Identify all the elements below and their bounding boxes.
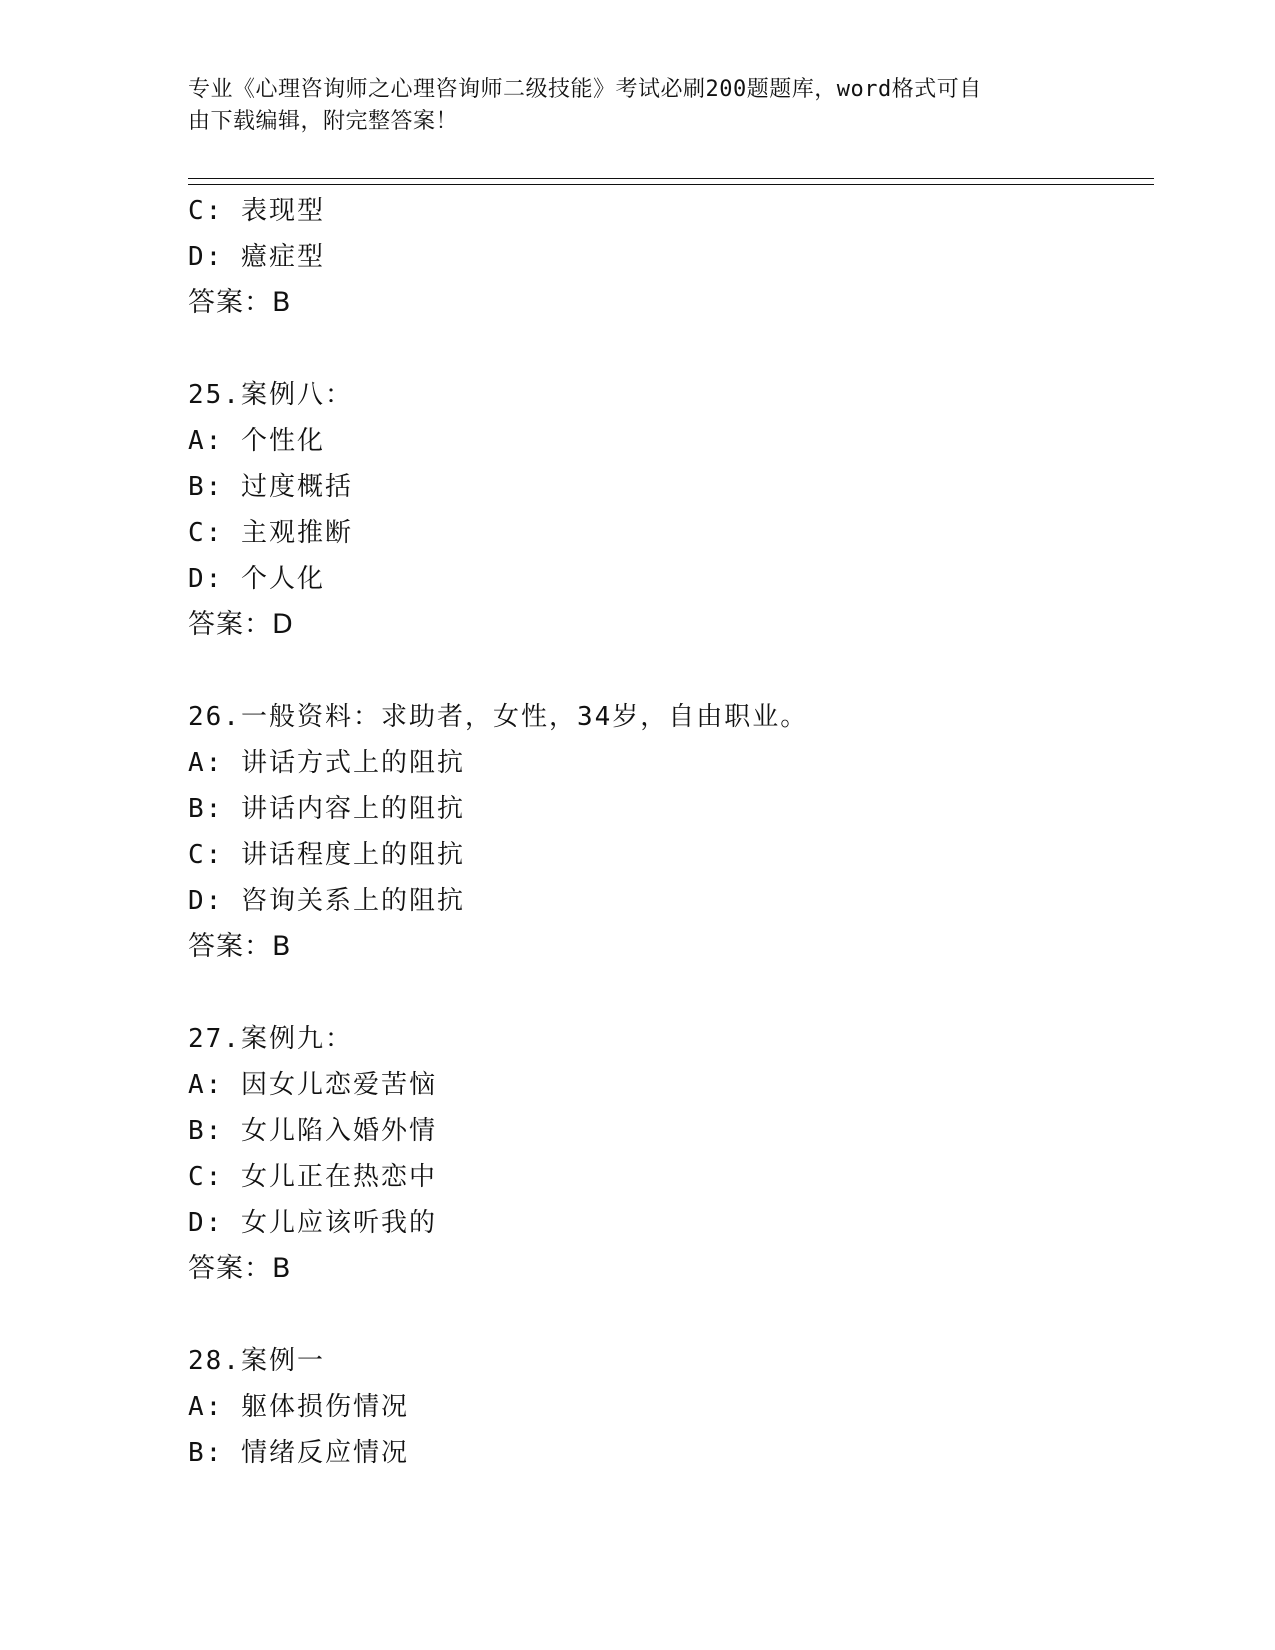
header-divider [188,178,1154,185]
question-stem: 27.案例九： [188,1024,353,1054]
option-d: D: 癔症型 [188,242,325,272]
header-line-2: 由下载编辑，附完整答案！ [188,109,459,134]
option-c: C: 女儿正在热恋中 [188,1162,437,1192]
option-c: C: 主观推断 [188,518,353,548]
question-25 [188,372,1148,648]
question-list [188,188,1148,1476]
option-a: A: 躯体损伤情况 [188,1392,409,1422]
answer-line: 答案：B [188,287,292,318]
spacer [188,326,1148,372]
option-d: D: 咨询关系上的阻抗 [188,886,465,916]
spacer [188,1292,1148,1338]
header-line-1: 专业《心理咨询师之心理咨询师二级技能》考试必刷200题题库，word格式可自 [188,77,982,102]
question-stem: 28.案例一 [188,1346,325,1376]
option-b: B: 情绪反应情况 [188,1438,409,1468]
question-stem: 26.一般资料：求助者，女性，34岁，自由职业。 [188,702,809,732]
question-24-tail [188,188,1148,326]
option-c: C: 表现型 [188,196,325,226]
question-26 [188,694,1148,970]
answer-line: 答案：D [188,609,294,640]
option-d: D: 个人化 [188,564,325,594]
option-b: B: 过度概括 [188,472,353,502]
question-28 [188,1338,1148,1476]
spacer [188,970,1148,1016]
option-a: A: 因女儿恋爱苦恼 [188,1070,437,1100]
document-header [188,74,1068,138]
question-27 [188,1016,1148,1292]
option-b: B: 女儿陷入婚外情 [188,1116,437,1146]
answer-line: 答案：B [188,1253,292,1284]
option-b: B: 讲话内容上的阻抗 [188,794,465,824]
spacer [188,648,1148,694]
option-a: A: 个性化 [188,426,325,456]
option-d: D: 女儿应该听我的 [188,1208,437,1238]
question-stem: 25.案例八： [188,380,353,410]
option-c: C: 讲话程度上的阻抗 [188,840,465,870]
option-a: A: 讲话方式上的阻抗 [188,748,465,778]
answer-line: 答案：B [188,931,292,962]
